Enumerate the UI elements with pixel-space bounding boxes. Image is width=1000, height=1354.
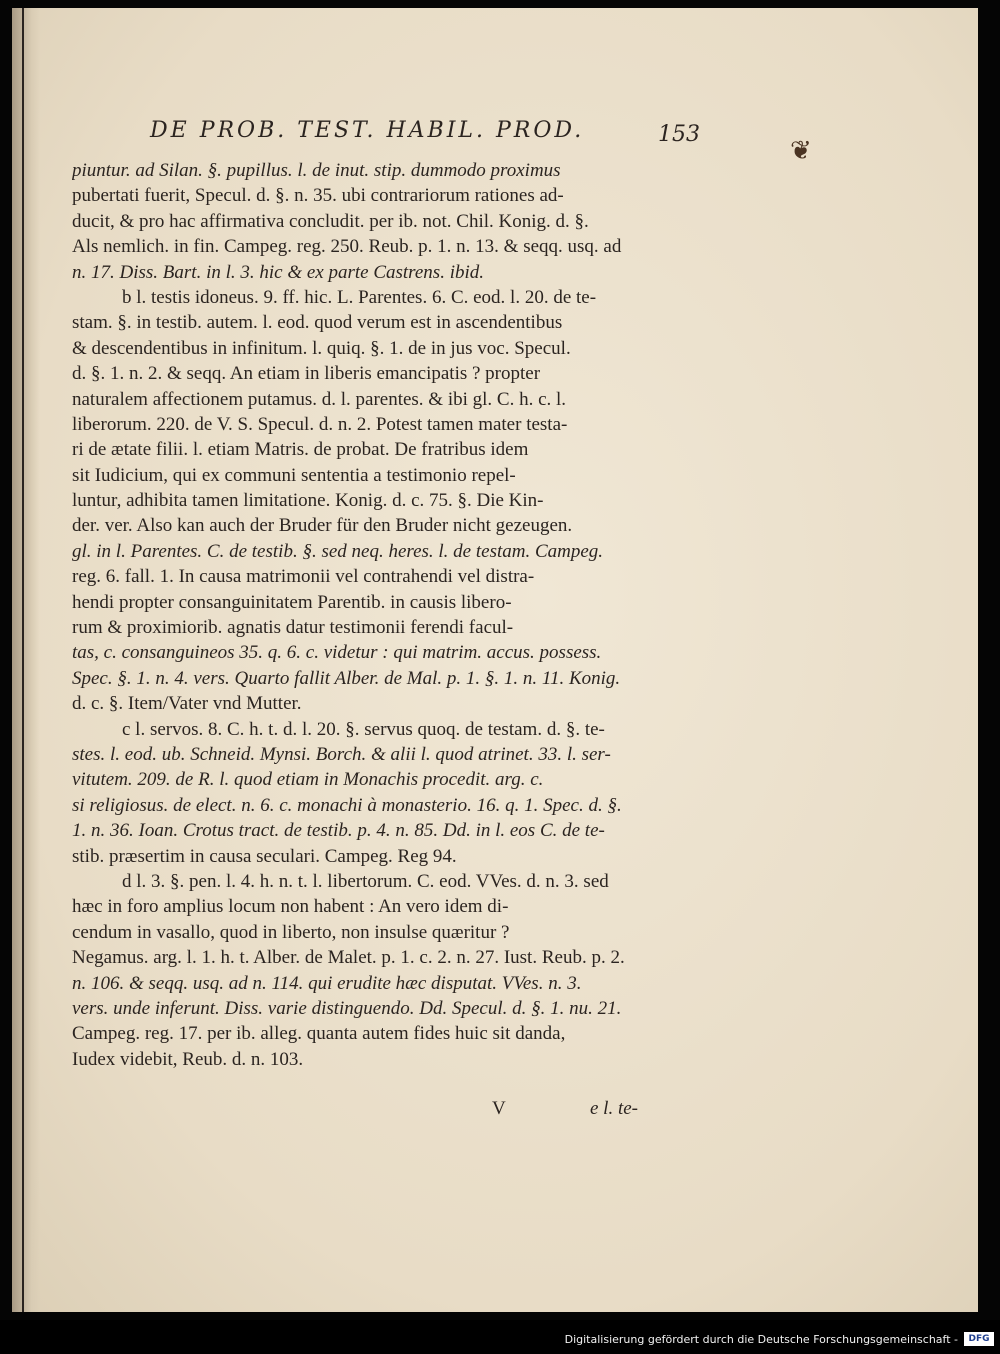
text-line: rum & proximiorib. agnatis datur testimonii ferendi facul- (72, 617, 514, 639)
text-line: naturalem affectionem putamus. d. l. parentes. & ibi gl. C. h. c. l. (72, 388, 567, 410)
text-line: der. ver. Also kan auch der Bruder für den Bruder nicht gezeugen. (72, 515, 573, 537)
text-line: 1. n. 36. Ioan. Crotus tract. de testib. p. 4. n. 85. Dd. in l. eos C. de te- (72, 820, 605, 842)
body-text (72, 158, 712, 1072)
text-line: tas, c. consanguineos 35. q. 6. c. videtur : qui matrim. accus. possess. (72, 642, 602, 664)
page-gutter-shadow (12, 8, 40, 1312)
binding-edge (22, 8, 24, 1312)
text-line: d. §. 1. n. 2. & seqq. An etiam in liberis emancipatis ? propter (72, 363, 541, 385)
text-line: n. 106. & seqq. usq. ad n. 114. qui erudite hæc disputat. VVes. n. 3. (72, 972, 582, 994)
running-head: DE PROB. TEST. HABIL. PROD. (150, 118, 585, 143)
text-line: vitutem. 209. de R. l. quod etiam in Monachis procedit. arg. c. (72, 769, 544, 791)
text-line: sit Iudicium, qui ex communi sententia a testimonio repel- (72, 464, 516, 486)
text-line: luntur, adhibita tamen limitatione. Konig. d. c. 75. §. Die Kin- (72, 490, 544, 512)
text-line: d. c. §. Item/Vater vnd Mutter. (72, 693, 302, 715)
text-line: vers. unde inferunt. Diss. varie distinguendo. Dd. Specul. d. §. 1. nu. 21. (72, 997, 622, 1019)
text-line: stib. præsertim in causa seculari. Campeg. Reg 94. (72, 845, 457, 867)
text-line: reg. 6. fall. 1. In causa matrimonii vel contrahendi vel distra- (72, 566, 535, 588)
text-line: cendum in vasallo, quod in liberto, non insulse quæritur ? (72, 921, 510, 943)
text-line: gl. in l. Parentes. C. de testib. §. sed neq. heres. l. de testam. Campeg. (72, 540, 604, 562)
footer-credit: Digitalisierung gefördert durch die Deutsche Forschungsgemeinschaft - (564, 1333, 958, 1346)
text-line: ducit, & pro hac affirmativa concludit. per ib. not. Chil. Konig. d. §. (72, 210, 589, 232)
text-line: piuntur. ad Silan. §. pupillus. l. de inut. stip. dummodo proximus (72, 160, 561, 181)
dfg-logo: DFG (964, 1332, 994, 1346)
text-line: b l. testis idoneus. 9. ff. hic. L. Parentes. 6. C. eod. l. 20. de te- (122, 286, 597, 308)
signature-mark: V (492, 1098, 506, 1119)
text-line: si religiosus. de elect. n. 6. c. monachi à monasterio. 16. q. 1. Spec. d. §. (72, 794, 622, 816)
text-line: ri de ætate filii. l. etiam Matris. de probat. De fratribus idem (72, 439, 529, 461)
text-line: & descendentibus in infinitum. l. quiq. §. 1. de in jus voc. Specul. (72, 337, 571, 359)
catchword: e l. te- (590, 1098, 639, 1119)
text-line: liberorum. 220. de V. S. Specul. d. n. 2. Potest tamen mater testa- (72, 413, 568, 435)
text-line: Als nemlich. in fin. Campeg. reg. 250. Reub. p. 1. n. 13. & seqq. usq. ad (72, 236, 622, 258)
text-line: stam. §. in testib. autem. l. eod. quod verum est in ascendentibus (72, 312, 563, 334)
text-line: hendi propter consanguinitatem Parentib. in causis libero- (72, 591, 512, 613)
text-line: Iudex videbit, Reub. d. n. 103. (72, 1048, 304, 1070)
text-line: stes. l. eod. ub. Schneid. Mynsi. Borch. & alii l. quod atrinet. 33. l. ser- (72, 743, 611, 765)
text-line: pubertati fuerit, Specul. d. §. n. 35. ubi contrariorum rationes ad- (72, 185, 564, 207)
text-line: Campeg. reg. 17. per ib. alleg. quanta autem fides huic sit danda, (72, 1023, 566, 1045)
text-line: hæc in foro amplius locum non habent : An vero idem di- (72, 896, 509, 918)
text-line: d l. 3. §. pen. l. 4. h. n. t. l. libertorum. C. eod. VVes. d. n. 3. sed (122, 870, 609, 892)
text-line: c l. servos. 8. C. h. t. d. l. 20. §. servus quoq. de testam. d. §. te- (122, 718, 605, 740)
flower-ornament-icon: ❦ (790, 136, 812, 166)
text-line: Spec. §. 1. n. 4. vers. Quarto fallit Alber. de Mal. p. 1. §. 1. n. 11. Konig. (72, 667, 621, 689)
text-line: Negamus. arg. l. 1. h. t. Alber. de Malet. p. 1. c. 2. n. 27. Iust. Reub. p. 2. (72, 947, 625, 969)
page-number: 153 (658, 122, 700, 147)
text-line: n. 17. Diss. Bart. in l. 3. hic & ex parte Castrens. ibid. (72, 261, 485, 283)
